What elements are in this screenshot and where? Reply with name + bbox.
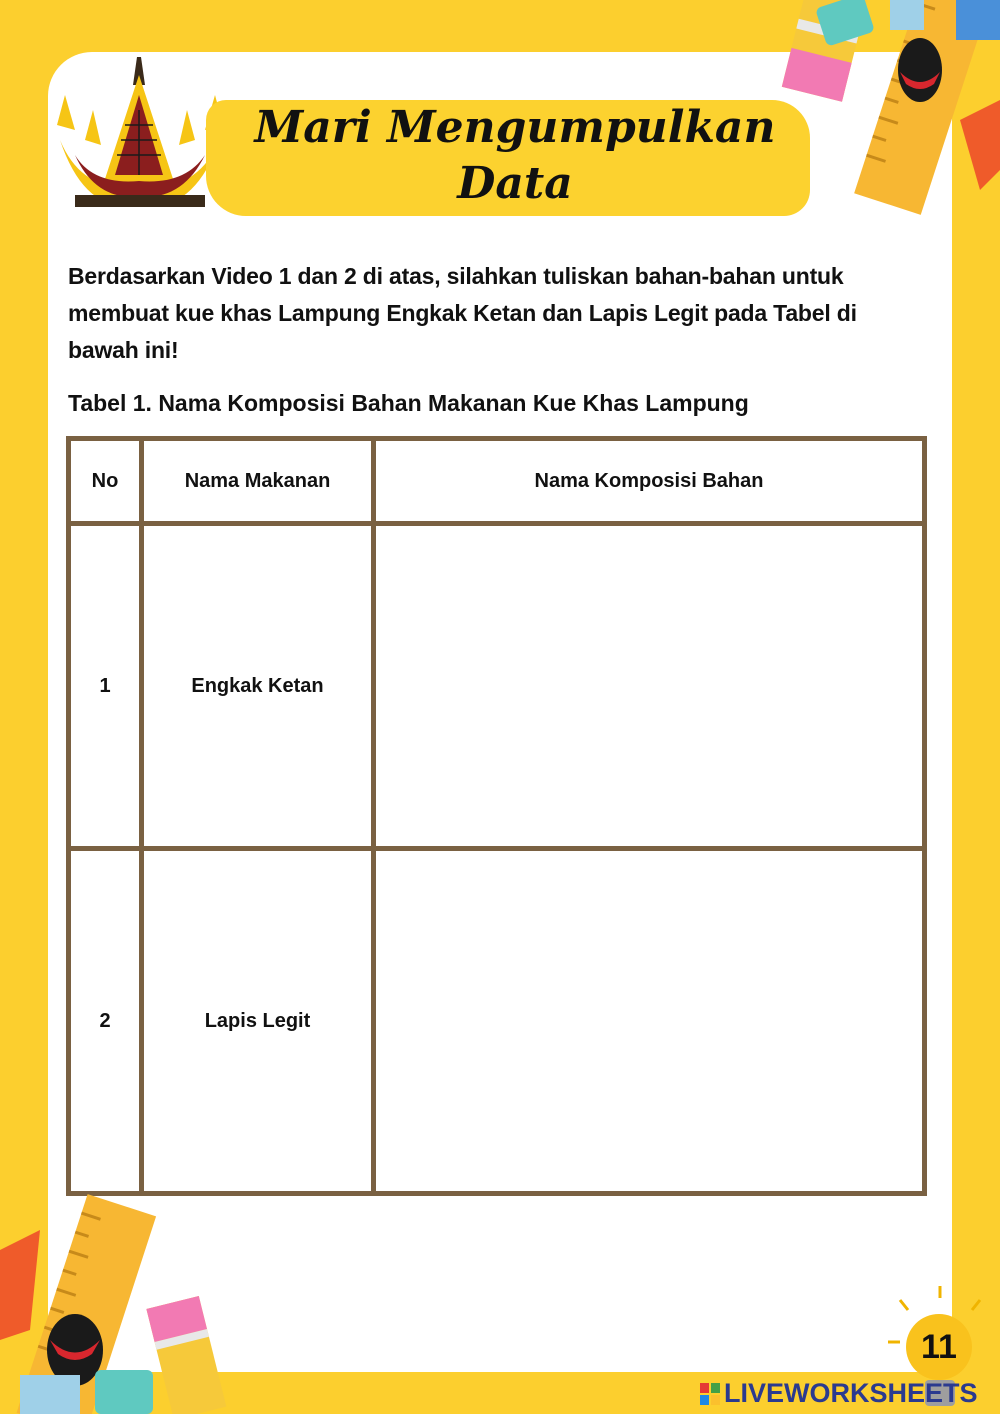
liveworksheets-brand[interactable] bbox=[700, 1378, 978, 1408]
food-name: Lapis Legit bbox=[142, 849, 374, 1194]
liveworksheets-logo-icon bbox=[700, 1381, 720, 1403]
stationery-bottom-left-icon bbox=[0, 1190, 230, 1414]
row-number: 2 bbox=[69, 849, 142, 1194]
header-food-name: Nama Makanan bbox=[142, 439, 374, 524]
table-header-row bbox=[69, 439, 925, 524]
header-no: No bbox=[69, 439, 142, 524]
ingredients-table bbox=[66, 436, 927, 1196]
brand-text: LIVEWORKSHEETS bbox=[724, 1378, 978, 1408]
food-name: Engkak Ketan bbox=[142, 524, 374, 849]
ingredients-answer-cell[interactable] bbox=[374, 524, 925, 849]
header-ingredients: Nama Komposisi Bahan bbox=[374, 439, 925, 524]
table-row bbox=[69, 524, 925, 849]
row-number: 1 bbox=[69, 524, 142, 849]
table-caption: Tabel 1. Nama Komposisi Bahan Makanan Kue Khas Lampung bbox=[68, 390, 749, 416]
siger-crown-icon bbox=[55, 55, 225, 215]
ingredients-answer-cell[interactable] bbox=[374, 849, 925, 1194]
page-title: Mari Mengumpulkan Data bbox=[254, 102, 776, 209]
instruction-text: Berdasarkan Video 1 dan 2 di atas, silahkan tuliskan bahan-bahan untuk membuat kue khas Lampung Engkak Ketan dan Lapis Legit pada Tabel di bawah ini! bbox=[68, 263, 857, 363]
page-number: 11 bbox=[906, 1314, 972, 1380]
table-row bbox=[69, 849, 925, 1194]
